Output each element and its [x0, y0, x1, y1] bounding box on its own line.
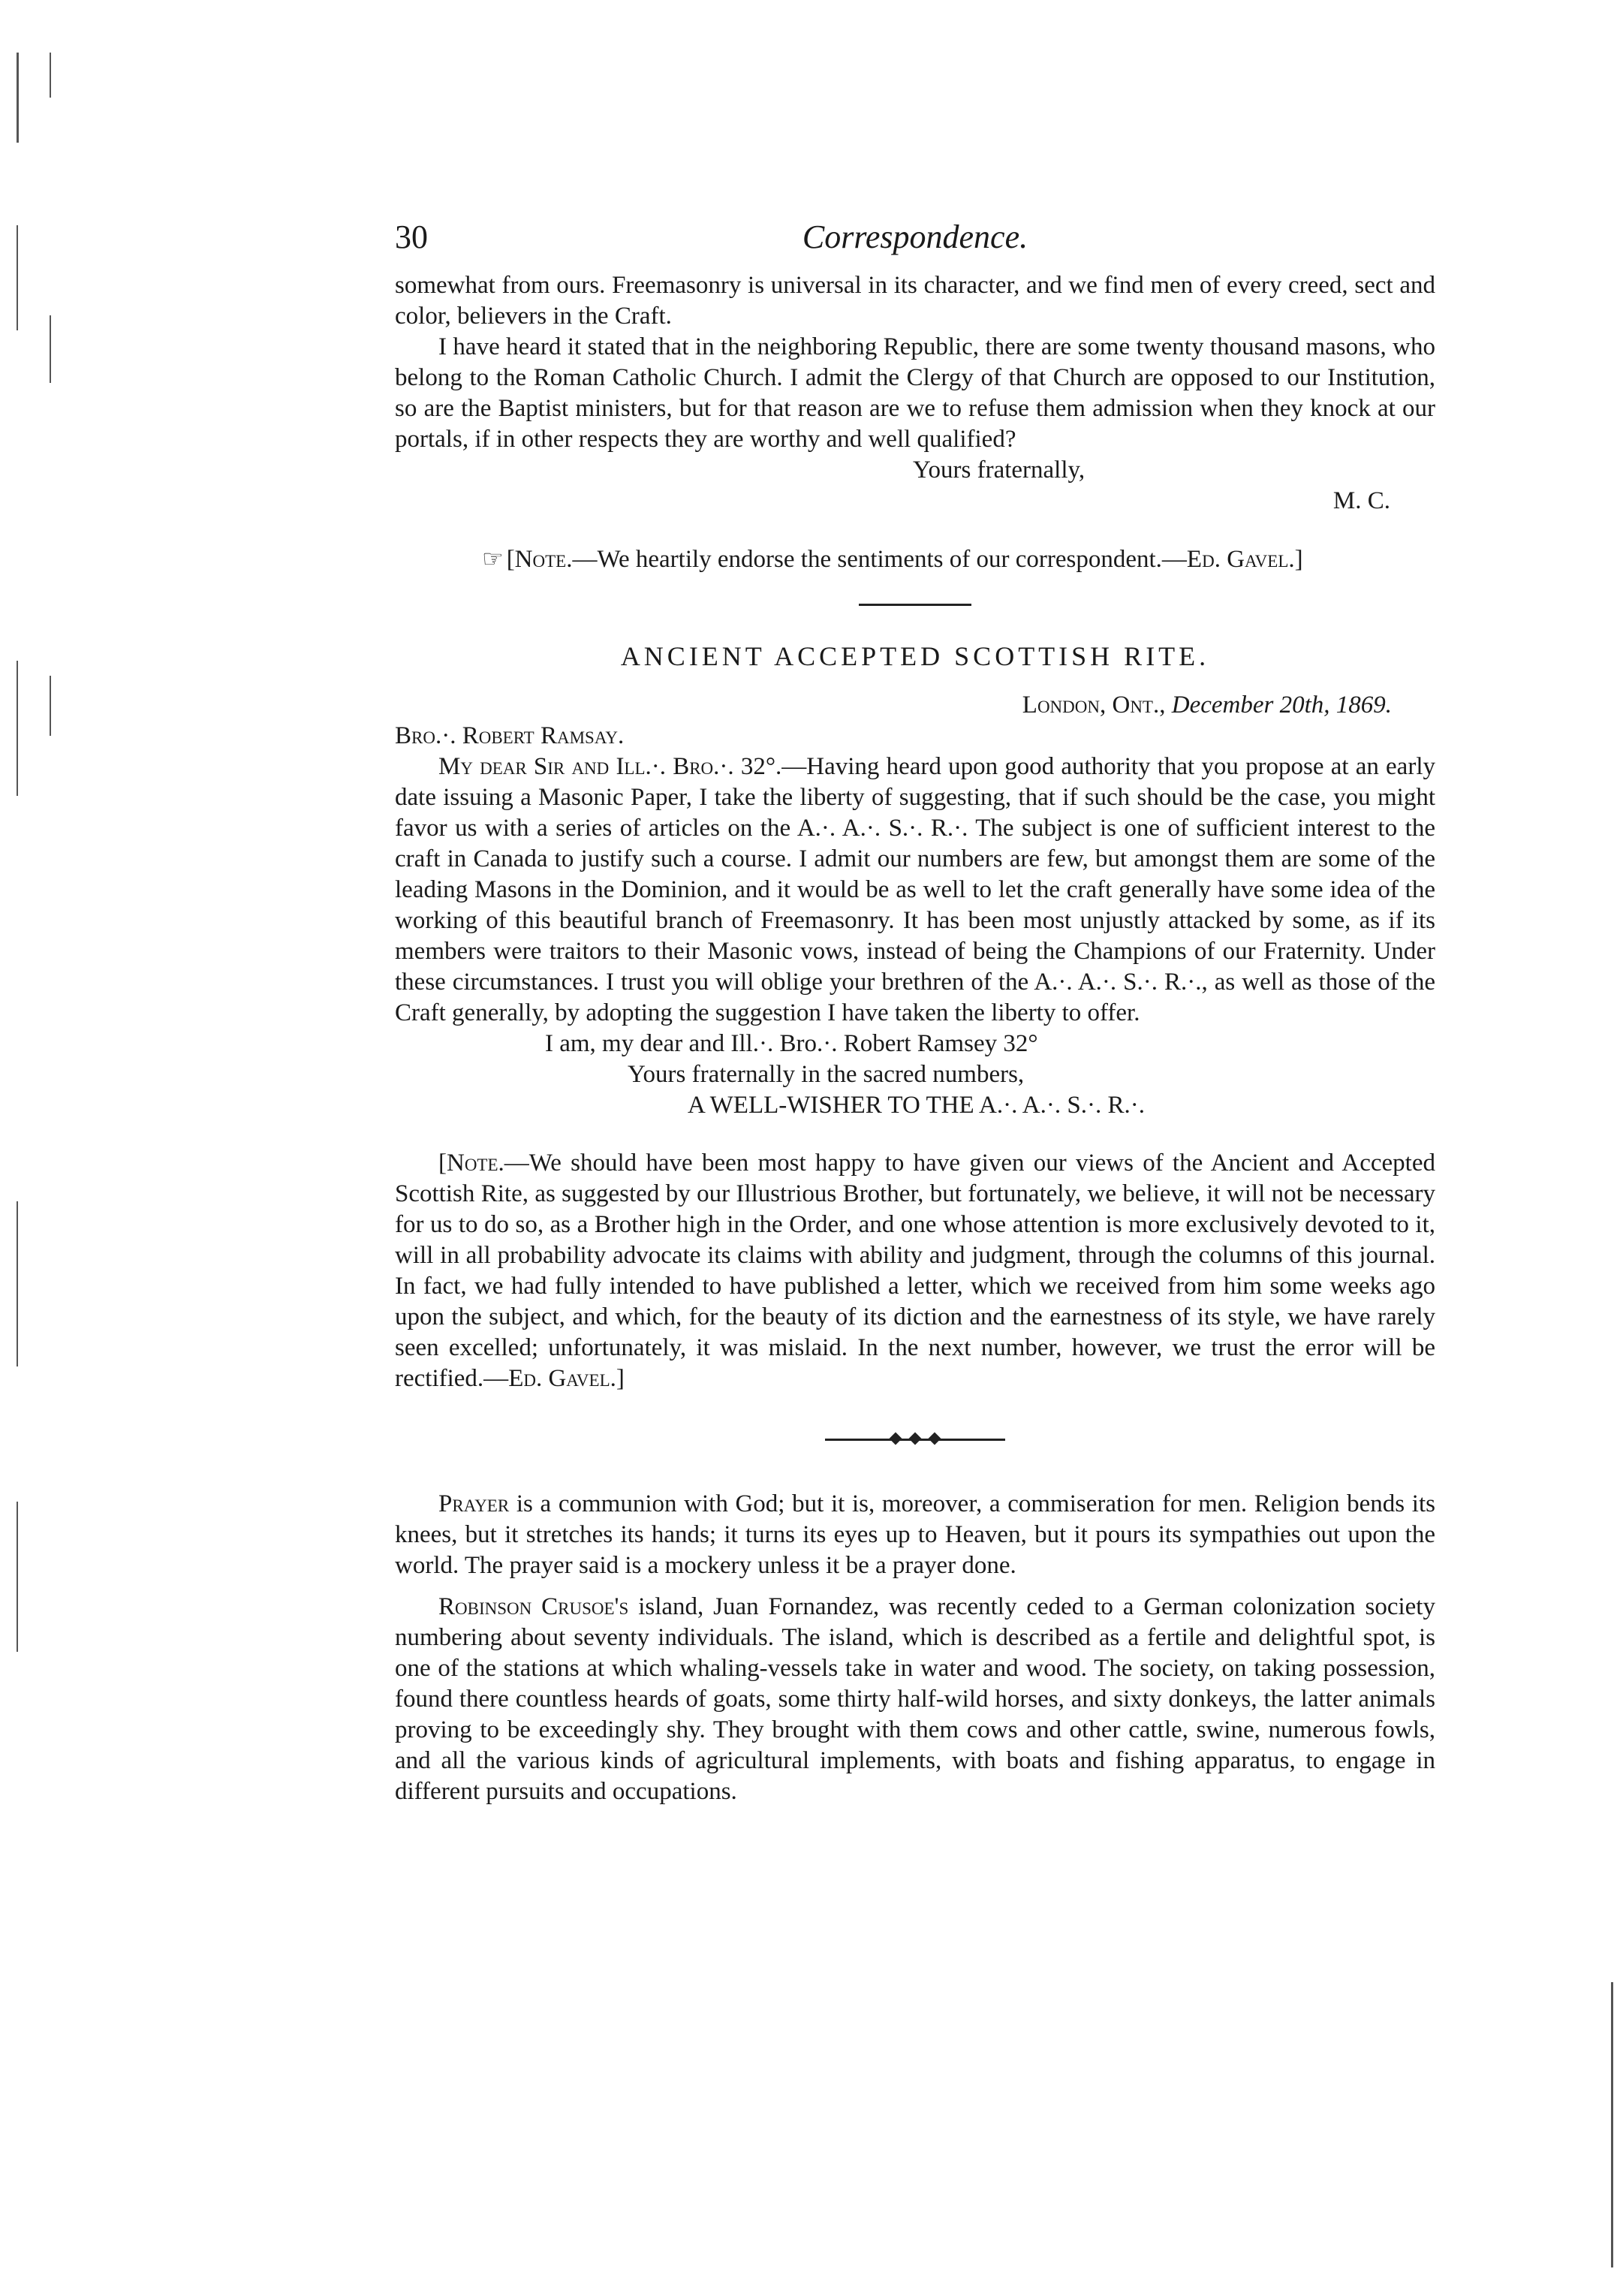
letter2-body: [395, 752, 1435, 1029]
addressee: Bro.·. Robert Ramsay.: [395, 722, 625, 749]
editor-note-1: [395, 544, 1435, 575]
letter1-paragraph: somewhat from ours. Freemasonry is universal in its character, and we find men of every creed, sect and color, believers in the Craft.: [395, 272, 1435, 330]
page-content: [395, 218, 1435, 1807]
section-divider: [859, 604, 971, 606]
ornamental-divider: [825, 1432, 1005, 1447]
note-editor: Ed. Gavel.]: [508, 1365, 625, 1392]
paragraph-gap: [395, 1581, 1435, 1592]
divider-diamond: [890, 1433, 902, 1445]
scan-mark: [50, 53, 51, 98]
divider-diamond: [909, 1433, 922, 1445]
note-lead: [Note.: [506, 546, 573, 573]
page-number: 30: [395, 218, 428, 255]
note-text: —We should have been most happy to have given our views of the Ancient and Accepted Scottish Rite, as suggested by our Illustrious Brother, but fortunately, we believe, it will not be necessary for us to do so, as a Brother high in the Order, and one whose attention is more exclusively devoted to it, will in all probability advocate its claims with ability and judgment, through the columns of this journal. In fact, we had fully intended to have published a letter, which we received from him some weeks ago upon the subject, and which, for the beauty of its diction and the earnestness of its style, we have rarely seen excelled; unfortunately, it was mislaid. In the next number, however, we trust the error will be rectified.—: [395, 1150, 1435, 1392]
running-title: Correspondence.: [802, 218, 1028, 255]
running-header: [395, 218, 1435, 270]
note-text: —We heartily endorse the sentiments of our correspondent.—: [572, 546, 1187, 573]
prayer-paragraph: [395, 1489, 1435, 1581]
scan-mark: [17, 1502, 18, 1652]
scan-mark: [50, 676, 51, 736]
crusoe-paragraph: [395, 1592, 1435, 1807]
scan-mark: [17, 53, 19, 143]
dateline-place: London, Ont.,: [1022, 692, 1166, 719]
section-heading: ANCIENT ACCEPTED SCOTTISH RITE.: [620, 641, 1210, 671]
letter2-closing-2: Yours fraternally in the sacred numbers,: [628, 1061, 1025, 1088]
note-lead: [Note.: [438, 1150, 504, 1177]
editor-note-2: [395, 1148, 1435, 1394]
letter2-closing-1: I am, my dear and Ill.·. Bro.·. Robert Ramsey 32°: [545, 1030, 1038, 1057]
scan-mark: [1611, 1982, 1613, 2267]
scan-mark: [17, 1201, 18, 1366]
dateline: [395, 690, 1435, 721]
prayer-lead: Prayer: [438, 1490, 510, 1517]
divider-diamond: [929, 1433, 941, 1445]
salutation: My dear Sir and Ill.·. Bro.·. 32°.: [438, 753, 782, 780]
letter1-paragraph: I have heard it stated that in the neighboring Republic, there are some twenty thousand masons, who belong to the Roman Catholic Church. I admit the Clergy of that Church are opposed to our Institution, so are the Baptist ministers, but for that reason are we to refuse them admission when they knock at our portals, if in other respects they are worthy and well qualified?: [395, 333, 1435, 453]
scan-mark: [50, 315, 51, 383]
letter2-signature: A WELL-WISHER TO THE A.·. A.·. S.·. R.·.: [688, 1092, 1145, 1119]
note-editor: Ed. Gavel.]: [1186, 546, 1303, 573]
crusoe-text: island, Juan Fornandez, was recently ceded to a German colonization society numbering about seventy individuals. The island, which is described as a fertile and delightful spot, is one of the stations at which whaling-vessels take in water and wood. The society, on taking possession, found there countless heards of goats, some thirty half-wild horses, and sixty donkeys, the latter animals proving to be exceedingly shy. They brought with them cows and other cattle, swine, numerous fowls, and all the various kinds of agricultural implements, with boats and fishing apparatus, to engage in different pursuits and occupations.: [395, 1593, 1435, 1805]
dateline-date: December 20th, 1869.: [1171, 692, 1392, 719]
scan-mark: [17, 661, 18, 796]
letter1-signature: M. C.: [1332, 487, 1390, 514]
letter1-closing: Yours fraternally,: [913, 456, 1086, 484]
pointing-hand-icon: ☞: [482, 545, 504, 572]
letter2-text: —Having heard upon good authority that you propose at an early date issuing a Masonic Paper, I take the liberty of suggesting, that if such should be the case, you might favor us with a series of articles on the A.·. A.·. S.·. R.·. The subject is one of sufficient interest to the craft in Canada to justify such a course. I admit our numbers are few, but amongst them are some of the leading Masons in the Dominion, and it would be as well to let the craft generally have some idea of the working of this beautiful branch of Freemasonry. It has been most unjustly attacked by some, as if its members were traitors to their Masonic vows, instead of being the Champions of our Fraternity. Under these circumstances. I trust you will oblige your brethren of the A.·. A.·. S.·. R.·., as well as those of the Craft generally, by adopting the suggestion I have taken the liberty to offer.: [395, 753, 1435, 1026]
scan-mark: [17, 225, 18, 330]
prayer-text: is a communion with God; but it is, moreover, a commiseration for men. Religion bends its knees, but it stretches its hands; it turns its eyes up to Heaven, but it pours its sympathies out upon the world. The prayer said is a mockery unless it be a prayer done.: [395, 1490, 1435, 1579]
crusoe-lead: Robinson Crusoe's: [438, 1593, 629, 1620]
